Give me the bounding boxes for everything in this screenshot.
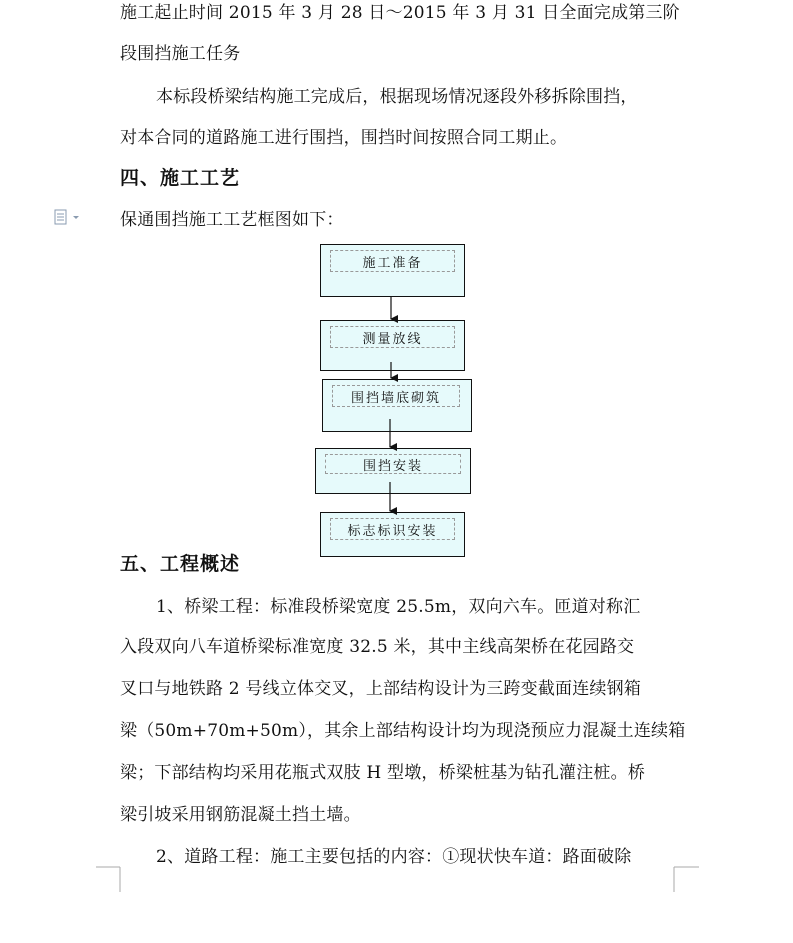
flow-step-label: 标志标识安装 [330, 518, 455, 540]
flow-step-label: 施工准备 [330, 250, 455, 272]
paragraph-line: 本标段桥梁结构施工完成后，根据现场情况逐段外移拆除围挡， [156, 87, 638, 107]
paragraph-line: 梁引坡采用钢筋混凝土挡土墙。 [120, 805, 361, 825]
section-heading: 五、工程概述 [120, 553, 241, 575]
flow-step-label: 测量放线 [330, 326, 455, 348]
paragraph-line: 1、桥梁工程：标准段桥梁宽度 25.5m，双向六车。匝道对称汇 [156, 597, 641, 617]
flow-step-label: 围挡墙底砌筑 [332, 385, 460, 407]
paragraph-line: 入段双向八车道桥梁标准宽度 32.5 米，其中主线高架桥在花园路交 [120, 637, 635, 657]
flow-step-label: 围挡安装 [325, 454, 461, 474]
paragraph-line: 保通围挡施工工艺框图如下： [120, 210, 344, 230]
page-corner-mark [96, 866, 122, 892]
page-corner-mark [673, 866, 699, 892]
paragraph-line: 叉口与地铁路 2 号线立体交叉，上部结构设计为三跨变截面连续钢箱 [120, 679, 642, 699]
section-heading: 四、施工工艺 [120, 167, 241, 189]
paragraph-line: 梁（50m+70m+50m），其余上部结构设计均为现浇预应力混凝土连续箱 [120, 721, 686, 741]
paragraph-line: 2、道路工程：施工主要包括的内容：①现状快车道：路面破除 [156, 847, 632, 867]
paragraph-line: 施工起止时间 2015 年 3 月 28 日～2015 年 3 月 31 日全面完成第三阶 [120, 3, 680, 23]
paragraph-line: 对本合同的道路施工进行围挡，围挡时间按照合同工期止。 [120, 128, 568, 148]
paragraph-line: 段围挡施工任务 [120, 44, 241, 64]
paragraph-line: 梁；下部结构均采用花瓶式双肢 H 型墩，桥梁桩基为钻孔灌注桩。桥 [120, 763, 646, 783]
